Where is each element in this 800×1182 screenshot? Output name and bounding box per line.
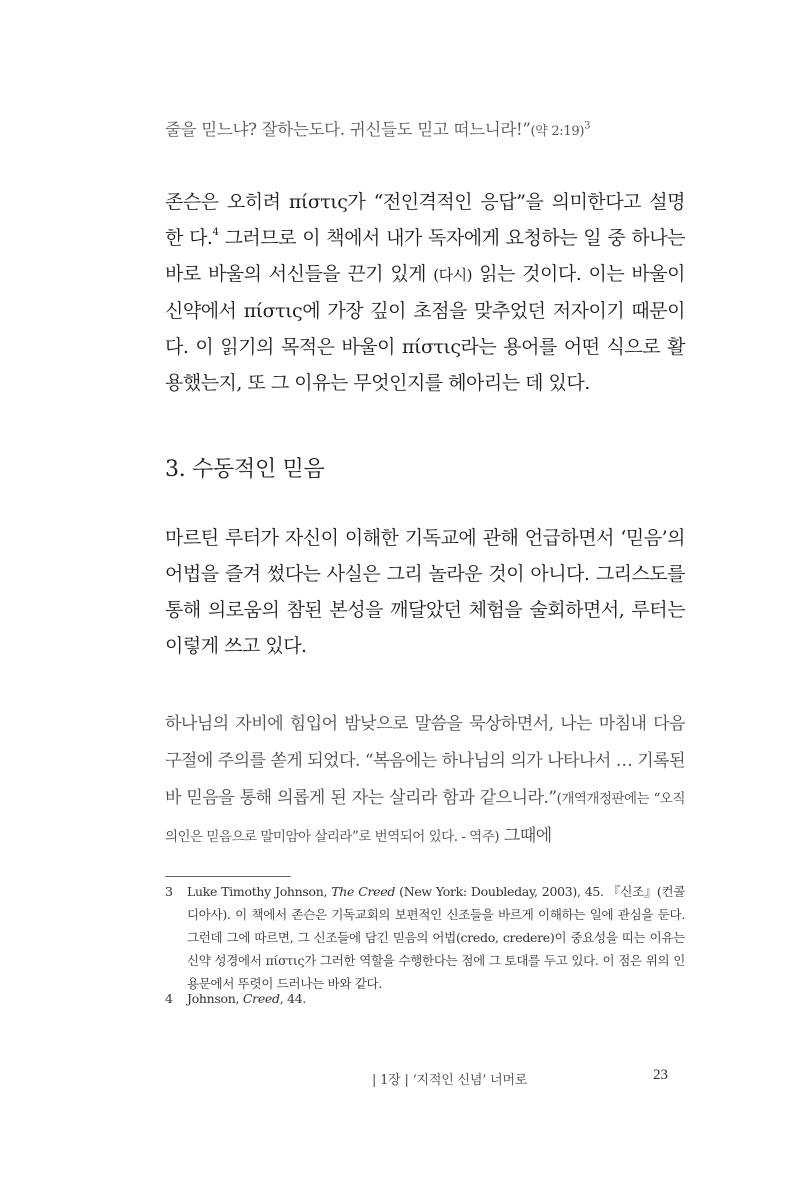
- section-heading: 3. 수동적인 믿음: [165, 457, 325, 482]
- top-quote-continuation: [165, 116, 685, 140]
- footnote-author: Luke Timothy Johnson,: [187, 884, 332, 899]
- footnote-title: Creed: [242, 991, 280, 1006]
- quote-main: 하나님의 자비에 힘입어 밤낮으로 말씀을 묵상하면서, 나는 마침내 다음 구절에 주의를 쏟게 되었다. “복음에는 하나님의 의가 나타나서 … 기록된바 믿음을 통해 의롭게 된 자는 살리라 함과 같으니라.”: [165, 714, 685, 808]
- paragraph-johnson: [165, 184, 685, 401]
- footnote-number: 3: [165, 884, 173, 899]
- greek-term: πίστις: [288, 191, 348, 213]
- text-run-small: (다시): [433, 266, 472, 284]
- footnote-divider: [165, 876, 291, 877]
- footnote-3: [165, 880, 685, 995]
- quote-text: 줄을 믿느냐? 잘하는도다. 귀신들도 믿고 떠느니라!”: [165, 120, 531, 139]
- footnote-4: [165, 987, 685, 1010]
- text-run: 에 가장 깊이 초점을 맞추었던 저자이기 때문이다. 이 읽기의 목적은 바울이: [165, 300, 685, 358]
- footnote-ref-4[interactable]: 4: [212, 227, 219, 238]
- greek-term: πίστις: [402, 336, 461, 358]
- quote-tail: 그때에: [499, 826, 552, 846]
- footnote-title: The Creed: [331, 884, 396, 899]
- footnote-ref-3[interactable]: 3: [584, 120, 591, 132]
- footnote-number: 4: [165, 991, 173, 1006]
- greek-term: πίστις: [243, 300, 303, 322]
- text-run: 그러므로 이 책에서 내가 독자에게 요청하는 일 중 하나는 바로 바울의 서신들을 끈기 있게: [165, 227, 686, 285]
- footnote-text: , 44.: [279, 991, 307, 1006]
- text-run: 읽는 것이다. 이는 바울이 신약에서: [165, 263, 685, 322]
- block-quote-luther: [165, 706, 685, 856]
- footnote-text: (New York: Doubleday, 2003), 45. 『신조』(컨콜디아사). 이 책에서 존슨은 기독교회의 보편적인 신조들을 바르게 이해하는 일에 관심을 둔다. 그런데 그에 따르면, 그 신조들에 담긴 믿음의 어법(credo, credere)이 중요성을 띠는 이유는 신약 성경에서: [187, 884, 685, 968]
- text-run: 가 “전인격적인 응답”을 의미한다고 설명한 다.: [165, 191, 685, 249]
- footnote-text: 가 그러한 역할을 수행한다는 점에 그 토대를 두고 있다. 이 점은 위의 인용문에서 뚜렷이 드러나는 바와 같다.: [187, 953, 685, 991]
- translator-note: (개역개정판에는 “오직 의인은 믿음으로 말미암아 살리라”로 번역되어 있다. - 역주): [165, 791, 685, 845]
- footnote-author: Johnson,: [187, 991, 243, 1006]
- greek-term: πίστις: [265, 953, 305, 968]
- paragraph-luther: 마르틴 루터가 자신이 이해한 기독교에 관해 언급하면서 ‘믿음’의 어법을 즐겨 썼다는 사실은 그리 놀라운 것이 아니다. 그리스도를 통해 의로움의 참된 본성을 깨달았던 체험을 술회하면서, 루터는 이렇게 쓰고 있다.: [165, 527, 685, 657]
- running-head: | 1장 | ‘지적인 신념’ 너머로: [372, 1073, 528, 1088]
- text-run: 라는 용어를 어떤 식으로 활용했는지, 또 그 이유는 무엇인지를 헤아리는 데 있다.: [165, 336, 685, 394]
- page-number: 23: [653, 1067, 668, 1083]
- quote-citation: (약 2:19): [530, 124, 585, 139]
- text-run: 존슨은 오히려: [165, 191, 289, 213]
